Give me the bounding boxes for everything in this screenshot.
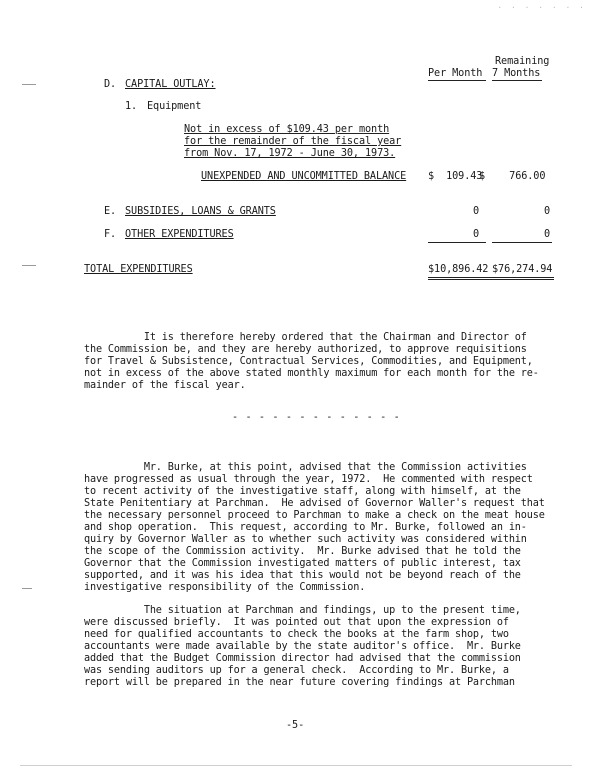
parchman-paragraph-line: added that the Budget Commission director had advised that the commission bbox=[84, 653, 521, 664]
section-f-per-month: 0 bbox=[473, 229, 480, 240]
section-f-rule-per-month bbox=[428, 242, 486, 243]
balance-per-month: $ 109.43 bbox=[428, 171, 483, 182]
column-header-remaining-line2: 7 Months bbox=[492, 68, 541, 79]
column-header-per-month: Per Month bbox=[428, 68, 483, 79]
margin-mark bbox=[22, 265, 36, 266]
margin-mark bbox=[22, 84, 36, 85]
section-e-per-month: 0 bbox=[473, 206, 480, 217]
total-double-rule-top bbox=[428, 277, 554, 278]
parchman-paragraph-line: need for qualified accountants to check the books at the farm shop, two bbox=[84, 629, 509, 640]
total-double-rule-bottom bbox=[428, 279, 554, 280]
total-label: TOTAL EXPENDITURES bbox=[84, 264, 193, 275]
burke-paragraph-line: the scope of the Commission activity. Mr. Burke advised that he told the bbox=[84, 546, 521, 557]
balance-remaining: $ 766.00 bbox=[479, 171, 546, 182]
total-per-month: $10,896.42 bbox=[428, 264, 489, 275]
section-d-item-label: Equipment bbox=[147, 101, 202, 112]
equipment-note-line-2: for the remainder of the fiscal year bbox=[184, 136, 402, 147]
burke-paragraph-line: investigative responsibility of the Commission. bbox=[84, 582, 366, 593]
total-remaining: $76,274.94 bbox=[492, 264, 553, 275]
section-e-remaining: 0 bbox=[544, 206, 551, 217]
section-f-rule-remaining bbox=[492, 242, 552, 243]
scan-edge-dots: · · · · · · · bbox=[497, 3, 586, 12]
burke-paragraph-line: the necessary personnel proceed to Parchman to make a check on the meat house bbox=[84, 510, 545, 521]
equipment-note-line-3: from Nov. 17, 1972 - June 30, 1973. bbox=[184, 148, 396, 159]
burke-paragraph-line: supported, and it was his idea that this would not be beyond reach of the bbox=[84, 570, 521, 581]
burke-paragraph-line: Governor that the Commission investigated matters of public interest, tax bbox=[84, 558, 521, 569]
header-underline-remaining bbox=[492, 80, 542, 81]
parchman-paragraph-line: accountants were made available by the state auditor's office. Mr. Burke bbox=[84, 641, 521, 652]
section-separator: - - - - - - - - - - - - - bbox=[232, 412, 401, 423]
header-underline-per-month bbox=[428, 80, 486, 81]
section-f-letter: F. bbox=[104, 229, 117, 240]
burke-paragraph-line: and shop operation. This request, according to Mr. Burke, followed an in- bbox=[84, 522, 527, 533]
section-e-title: SUBSIDIES, LOANS & GRANTS bbox=[125, 206, 276, 217]
order-paragraph-line: It is therefore hereby ordered that the Chairman and Director of bbox=[84, 332, 527, 343]
burke-paragraph-line: quiry by Governor Waller as to whether such activity was considered within bbox=[84, 534, 527, 545]
margin-mark bbox=[22, 588, 32, 589]
parchman-paragraph-line: were discussed briefly. It was pointed out that upon the expression of bbox=[84, 617, 509, 628]
page-number: -5- bbox=[286, 720, 305, 731]
order-paragraph-line: mainder of the fiscal year. bbox=[84, 380, 246, 391]
equipment-note-line-1: Not in excess of $109.43 per month bbox=[184, 124, 390, 135]
order-paragraph-line: for Travel & Subsistence, Contractual Services, Commodities, and Equipment, bbox=[84, 356, 533, 367]
section-f-title: OTHER EXPENDITURES bbox=[125, 229, 234, 240]
burke-paragraph-line: State Penitentiary at Parchman. He advised of Governor Waller's request that bbox=[84, 498, 545, 509]
column-header-remaining-line1: Remaining bbox=[495, 56, 550, 67]
unexpended-balance-label: UNEXPENDED AND UNCOMMITTED BALANCE bbox=[201, 171, 407, 182]
order-paragraph-line: not in excess of the above stated monthly maximum for each month for the re- bbox=[84, 368, 539, 379]
parchman-paragraph-line: report will be prepared in the near future covering findings at Parchman bbox=[84, 677, 515, 688]
section-d-letter: D. bbox=[104, 79, 117, 90]
parchman-paragraph-line: was sending auditors up for a general check. According to Mr. Burke, a bbox=[84, 665, 509, 676]
burke-paragraph-line: Mr. Burke, at this point, advised that the Commission activities bbox=[84, 462, 527, 473]
section-d-title: CAPITAL OUTLAY: bbox=[125, 79, 216, 90]
section-d-item-number: 1. bbox=[125, 101, 138, 112]
parchman-paragraph-line: The situation at Parchman and findings, up to the present time, bbox=[84, 605, 521, 616]
order-paragraph-line: the Commission be, and they are hereby authorized, to approve requisitions bbox=[84, 344, 527, 355]
section-f-remaining: 0 bbox=[544, 229, 551, 240]
burke-paragraph-line: to recent activity of the investigative staff, along with himself, at the bbox=[84, 486, 521, 497]
burke-paragraph-line: have progressed as usual through the year, 1972. He commented with respect bbox=[84, 474, 533, 485]
margin-mark bbox=[20, 765, 572, 766]
section-e-letter: E. bbox=[104, 206, 117, 217]
